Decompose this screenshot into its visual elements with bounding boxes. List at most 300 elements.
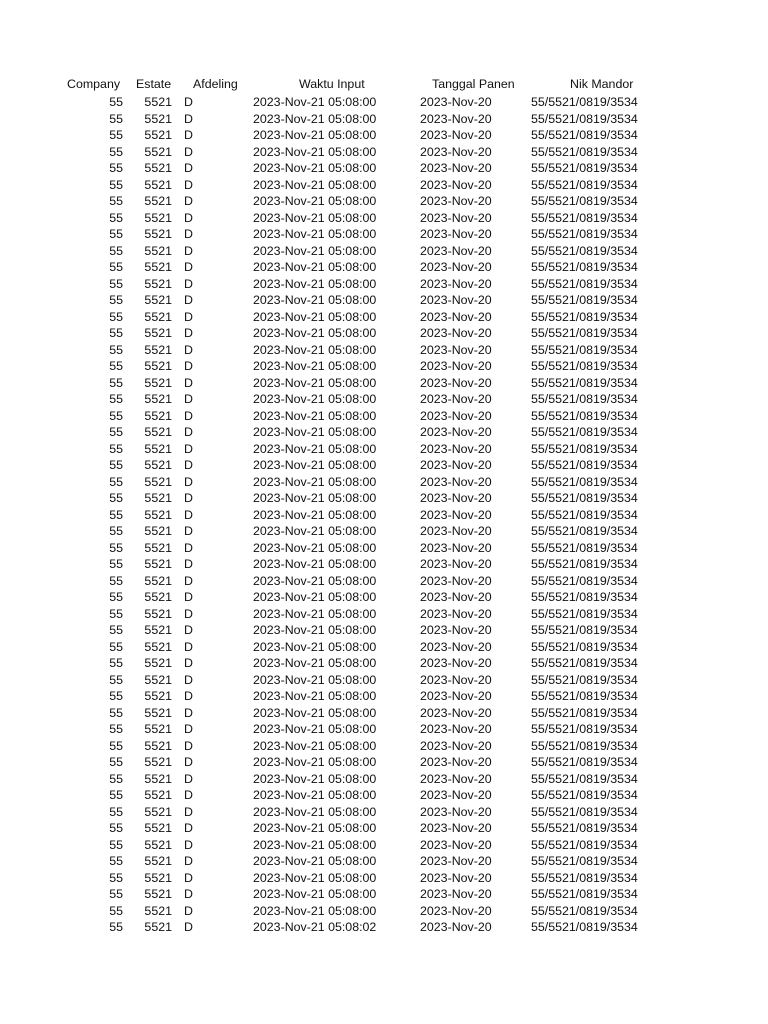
cell-waktu-input: 2023-Nov-21 05:08:00 [253,672,377,687]
cell-company: 55 [109,903,123,918]
cell-tanggal-panen: 2023-Nov-20 [420,227,492,241]
header-estate: Estate [136,77,172,91]
cell-waktu-input: 2023-Nov-21 05:08:00 [253,788,377,802]
table-row [0,94,768,111]
cell-nik-mandor: 55/5521/0819/3534 [531,111,638,126]
cell-tanggal-panen: 2023-Nov-20 [420,111,492,126]
cell-company: 55 [109,771,123,786]
cell-tanggal-panen: 2023-Nov-20 [420,689,492,703]
cell-nik-mandor: 55/5521/0819/3534 [531,540,638,555]
cell-waktu-input: 2023-Nov-21 05:08:00 [253,260,377,274]
cell-waktu-input: 2023-Nov-21 05:08:00 [253,738,377,753]
cell-afdeling: D [184,260,193,274]
cell-tanggal-panen: 2023-Nov-20 [420,408,492,423]
cell-tanggal-panen: 2023-Nov-20 [420,557,492,571]
cell-company: 55 [109,441,123,456]
table-row [0,804,768,821]
cell-nik-mandor: 55/5521/0819/3534 [531,656,638,670]
cell-afdeling: D [184,771,193,786]
cell-nik-mandor: 55/5521/0819/3534 [531,95,638,109]
cell-estate: 5521 [144,639,172,654]
cell-afdeling: D [184,458,193,472]
cell-afdeling: D [184,557,193,571]
cell-afdeling: D [184,540,193,555]
cell-afdeling: D [184,392,193,406]
cell-afdeling: D [184,573,193,588]
cell-estate: 5521 [144,194,172,208]
cell-afdeling: D [184,887,193,901]
cell-company: 55 [109,342,123,357]
cell-tanggal-panen: 2023-Nov-20 [420,95,492,109]
table-row [0,441,768,458]
table-row [0,457,768,474]
cell-company: 55 [109,260,123,274]
table-row [0,820,768,837]
cell-afdeling: D [184,161,193,175]
cell-estate: 5521 [144,260,172,274]
cell-afdeling: D [184,639,193,654]
cell-waktu-input: 2023-Nov-21 05:08:00 [253,854,377,868]
cell-tanggal-panen: 2023-Nov-20 [420,474,492,489]
cell-estate: 5521 [144,144,172,159]
cell-estate: 5521 [144,590,172,604]
cell-waktu-input: 2023-Nov-21 05:08:00 [253,755,377,769]
table-row [0,342,768,359]
table-row [0,622,768,639]
cell-afdeling: D [184,738,193,753]
cell-company: 55 [109,870,123,885]
cell-waktu-input: 2023-Nov-21 05:08:00 [253,557,377,571]
cell-estate: 5521 [144,524,172,538]
cell-tanggal-panen: 2023-Nov-20 [420,260,492,274]
table-row [0,325,768,342]
table-row [0,523,768,540]
cell-nik-mandor: 55/5521/0819/3534 [531,507,638,522]
cell-tanggal-panen: 2023-Nov-20 [420,821,492,835]
cell-waktu-input: 2023-Nov-21 05:08:00 [253,507,377,522]
cell-tanggal-panen: 2023-Nov-20 [420,540,492,555]
cell-company: 55 [109,837,123,852]
cell-nik-mandor: 55/5521/0819/3534 [531,392,638,406]
table-row [0,474,768,491]
cell-tanggal-panen: 2023-Nov-20 [420,590,492,604]
table-row [0,870,768,887]
cell-afdeling: D [184,425,193,439]
table-row [0,655,768,672]
cell-estate: 5521 [144,788,172,802]
cell-company: 55 [109,359,123,373]
cell-company: 55 [109,524,123,538]
table-row [0,424,768,441]
cell-nik-mandor: 55/5521/0819/3534 [531,557,638,571]
cell-tanggal-panen: 2023-Nov-20 [420,788,492,802]
cell-nik-mandor: 55/5521/0819/3534 [531,458,638,472]
cell-tanggal-panen: 2023-Nov-20 [420,903,492,918]
table-row [0,391,768,408]
cell-waktu-input: 2023-Nov-21 05:08:00 [253,639,377,654]
cell-tanggal-panen: 2023-Nov-20 [420,804,492,819]
cell-waktu-input: 2023-Nov-21 05:08:00 [253,425,377,439]
cell-estate: 5521 [144,903,172,918]
cell-estate: 5521 [144,491,172,505]
cell-tanggal-panen: 2023-Nov-20 [420,161,492,175]
table-row [0,226,768,243]
cell-nik-mandor: 55/5521/0819/3534 [531,804,638,819]
cell-afdeling: D [184,590,193,604]
cell-waktu-input: 2023-Nov-21 05:08:00 [253,95,377,109]
cell-tanggal-panen: 2023-Nov-20 [420,524,492,538]
cell-afdeling: D [184,408,193,423]
cell-tanggal-panen: 2023-Nov-20 [420,375,492,390]
table-row [0,111,768,128]
table-row [0,127,768,144]
cell-waktu-input: 2023-Nov-21 05:08:00 [253,293,377,307]
cell-waktu-input: 2023-Nov-21 05:08:02 [253,920,377,934]
cell-estate: 5521 [144,458,172,472]
cell-estate: 5521 [144,441,172,456]
cell-company: 55 [109,128,123,142]
cell-nik-mandor: 55/5521/0819/3534 [531,705,638,720]
cell-company: 55 [109,326,123,340]
cell-waktu-input: 2023-Nov-21 05:08:00 [253,326,377,340]
cell-waktu-input: 2023-Nov-21 05:08:00 [253,243,377,258]
cell-nik-mandor: 55/5521/0819/3534 [531,738,638,753]
cell-waktu-input: 2023-Nov-21 05:08:00 [253,194,377,208]
cell-estate: 5521 [144,177,172,192]
cell-afdeling: D [184,507,193,522]
cell-tanggal-panen: 2023-Nov-20 [420,392,492,406]
cell-company: 55 [109,243,123,258]
cell-company: 55 [109,656,123,670]
cell-waktu-input: 2023-Nov-21 05:08:00 [253,491,377,505]
cell-company: 55 [109,887,123,901]
cell-nik-mandor: 55/5521/0819/3534 [531,408,638,423]
cell-waktu-input: 2023-Nov-21 05:08:00 [253,276,377,291]
cell-nik-mandor: 55/5521/0819/3534 [531,474,638,489]
cell-nik-mandor: 55/5521/0819/3534 [531,689,638,703]
cell-waktu-input: 2023-Nov-21 05:08:00 [253,441,377,456]
cell-estate: 5521 [144,887,172,901]
cell-nik-mandor: 55/5521/0819/3534 [531,821,638,835]
cell-waktu-input: 2023-Nov-21 05:08:00 [253,540,377,555]
cell-estate: 5521 [144,837,172,852]
cell-company: 55 [109,590,123,604]
cell-estate: 5521 [144,804,172,819]
cell-tanggal-panen: 2023-Nov-20 [420,854,492,868]
cell-nik-mandor: 55/5521/0819/3534 [531,590,638,604]
cell-tanggal-panen: 2023-Nov-20 [420,194,492,208]
cell-estate: 5521 [144,623,172,637]
cell-estate: 5521 [144,227,172,241]
cell-nik-mandor: 55/5521/0819/3534 [531,491,638,505]
cell-afdeling: D [184,920,193,934]
cell-nik-mandor: 55/5521/0819/3534 [531,309,638,324]
cell-afdeling: D [184,689,193,703]
cell-estate: 5521 [144,161,172,175]
table-row [0,556,768,573]
cell-company: 55 [109,491,123,505]
table-row [0,919,768,936]
cell-company: 55 [109,375,123,390]
cell-company: 55 [109,276,123,291]
cell-waktu-input: 2023-Nov-21 05:08:00 [253,144,377,159]
cell-waktu-input: 2023-Nov-21 05:08:00 [253,408,377,423]
cell-estate: 5521 [144,210,172,225]
cell-waktu-input: 2023-Nov-21 05:08:00 [253,177,377,192]
cell-company: 55 [109,309,123,324]
cell-nik-mandor: 55/5521/0819/3534 [531,177,638,192]
cell-nik-mandor: 55/5521/0819/3534 [531,771,638,786]
header-row [0,75,768,93]
cell-tanggal-panen: 2023-Nov-20 [420,243,492,258]
cell-company: 55 [109,194,123,208]
table-row [0,292,768,309]
cell-tanggal-panen: 2023-Nov-20 [420,639,492,654]
cell-company: 55 [109,788,123,802]
cell-waktu-input: 2023-Nov-21 05:08:00 [253,656,377,670]
cell-nik-mandor: 55/5521/0819/3534 [531,293,638,307]
table-row [0,787,768,804]
cell-company: 55 [109,920,123,934]
cell-afdeling: D [184,854,193,868]
cell-tanggal-panen: 2023-Nov-20 [420,293,492,307]
cell-tanggal-panen: 2023-Nov-20 [420,573,492,588]
cell-nik-mandor: 55/5521/0819/3534 [531,920,638,934]
cell-afdeling: D [184,788,193,802]
cell-estate: 5521 [144,276,172,291]
table-row [0,672,768,689]
cell-company: 55 [109,854,123,868]
cell-company: 55 [109,458,123,472]
cell-estate: 5521 [144,722,172,736]
table-row [0,160,768,177]
cell-waktu-input: 2023-Nov-21 05:08:00 [253,359,377,373]
cell-afdeling: D [184,722,193,736]
table-row [0,837,768,854]
cell-company: 55 [109,425,123,439]
cell-waktu-input: 2023-Nov-21 05:08:00 [253,870,377,885]
cell-waktu-input: 2023-Nov-21 05:08:00 [253,903,377,918]
cell-tanggal-panen: 2023-Nov-20 [420,276,492,291]
cell-estate: 5521 [144,111,172,126]
cell-company: 55 [109,144,123,159]
cell-company: 55 [109,804,123,819]
table-row [0,589,768,606]
cell-waktu-input: 2023-Nov-21 05:08:00 [253,309,377,324]
cell-nik-mandor: 55/5521/0819/3534 [531,276,638,291]
table-row [0,507,768,524]
cell-company: 55 [109,392,123,406]
cell-nik-mandor: 55/5521/0819/3534 [531,359,638,373]
cell-estate: 5521 [144,771,172,786]
cell-tanggal-panen: 2023-Nov-20 [420,177,492,192]
cell-afdeling: D [184,95,193,109]
table-row [0,606,768,623]
cell-tanggal-panen: 2023-Nov-20 [420,887,492,901]
cell-estate: 5521 [144,326,172,340]
cell-afdeling: D [184,821,193,835]
cell-company: 55 [109,705,123,720]
cell-company: 55 [109,507,123,522]
cell-afdeling: D [184,342,193,357]
table-row [0,705,768,722]
cell-tanggal-panen: 2023-Nov-20 [420,491,492,505]
cell-nik-mandor: 55/5521/0819/3534 [531,788,638,802]
header-nik-mandor: Nik Mandor [570,77,634,91]
cell-waktu-input: 2023-Nov-21 05:08:00 [253,474,377,489]
table-row [0,903,768,920]
cell-company: 55 [109,639,123,654]
cell-tanggal-panen: 2023-Nov-20 [420,144,492,159]
cell-estate: 5521 [144,606,172,621]
cell-waktu-input: 2023-Nov-21 05:08:00 [253,887,377,901]
cell-waktu-input: 2023-Nov-21 05:08:00 [253,590,377,604]
cell-estate: 5521 [144,309,172,324]
cell-afdeling: D [184,276,193,291]
cell-afdeling: D [184,375,193,390]
cell-afdeling: D [184,672,193,687]
cell-estate: 5521 [144,705,172,720]
cell-company: 55 [109,293,123,307]
cell-tanggal-panen: 2023-Nov-20 [420,342,492,357]
table-row [0,358,768,375]
cell-company: 55 [109,474,123,489]
cell-nik-mandor: 55/5521/0819/3534 [531,722,638,736]
cell-company: 55 [109,111,123,126]
cell-company: 55 [109,672,123,687]
table-row [0,259,768,276]
cell-afdeling: D [184,293,193,307]
cell-nik-mandor: 55/5521/0819/3534 [531,375,638,390]
table-row [0,210,768,227]
cell-waktu-input: 2023-Nov-21 05:08:00 [253,821,377,835]
table-row [0,193,768,210]
cell-estate: 5521 [144,293,172,307]
cell-company: 55 [109,738,123,753]
cell-afdeling: D [184,309,193,324]
cell-estate: 5521 [144,342,172,357]
cell-estate: 5521 [144,425,172,439]
header-afdeling: Afdeling [193,77,238,91]
table-row [0,886,768,903]
cell-waktu-input: 2023-Nov-21 05:08:00 [253,689,377,703]
cell-afdeling: D [184,524,193,538]
table-row [0,688,768,705]
header-waktu-input: Waktu Input [299,77,365,91]
table-row [0,721,768,738]
cell-afdeling: D [184,755,193,769]
cell-nik-mandor: 55/5521/0819/3534 [531,755,638,769]
cell-waktu-input: 2023-Nov-21 05:08:00 [253,722,377,736]
cell-tanggal-panen: 2023-Nov-20 [420,359,492,373]
cell-waktu-input: 2023-Nov-21 05:08:00 [253,161,377,175]
cell-afdeling: D [184,804,193,819]
table-row [0,540,768,557]
table-row [0,309,768,326]
table-row [0,276,768,293]
cell-company: 55 [109,755,123,769]
cell-nik-mandor: 55/5521/0819/3534 [531,326,638,340]
cell-nik-mandor: 55/5521/0819/3534 [531,210,638,225]
cell-nik-mandor: 55/5521/0819/3534 [531,342,638,357]
cell-company: 55 [109,408,123,423]
cell-nik-mandor: 55/5521/0819/3534 [531,144,638,159]
cell-afdeling: D [184,210,193,225]
cell-afdeling: D [184,144,193,159]
cell-waktu-input: 2023-Nov-21 05:08:00 [253,111,377,126]
cell-waktu-input: 2023-Nov-21 05:08:00 [253,623,377,637]
cell-afdeling: D [184,227,193,241]
cell-company: 55 [109,573,123,588]
cell-afdeling: D [184,194,193,208]
table-row [0,490,768,507]
cell-tanggal-panen: 2023-Nov-20 [420,606,492,621]
cell-afdeling: D [184,111,193,126]
cell-tanggal-panen: 2023-Nov-20 [420,755,492,769]
cell-company: 55 [109,177,123,192]
cell-nik-mandor: 55/5521/0819/3534 [531,639,638,654]
cell-nik-mandor: 55/5521/0819/3534 [531,243,638,258]
cell-estate: 5521 [144,243,172,258]
cell-tanggal-panen: 2023-Nov-20 [420,738,492,753]
cell-estate: 5521 [144,540,172,555]
cell-nik-mandor: 55/5521/0819/3534 [531,194,638,208]
cell-tanggal-panen: 2023-Nov-20 [420,128,492,142]
cell-estate: 5521 [144,689,172,703]
cell-company: 55 [109,606,123,621]
cell-tanggal-panen: 2023-Nov-20 [420,705,492,720]
cell-nik-mandor: 55/5521/0819/3534 [531,854,638,868]
cell-tanggal-panen: 2023-Nov-20 [420,210,492,225]
cell-afdeling: D [184,623,193,637]
cell-nik-mandor: 55/5521/0819/3534 [531,606,638,621]
cell-waktu-input: 2023-Nov-21 05:08:00 [253,771,377,786]
cell-tanggal-panen: 2023-Nov-20 [420,309,492,324]
cell-afdeling: D [184,128,193,142]
cell-waktu-input: 2023-Nov-21 05:08:00 [253,524,377,538]
cell-nik-mandor: 55/5521/0819/3534 [531,672,638,687]
table-row [0,738,768,755]
cell-estate: 5521 [144,95,172,109]
cell-tanggal-panen: 2023-Nov-20 [420,441,492,456]
cell-estate: 5521 [144,128,172,142]
cell-nik-mandor: 55/5521/0819/3534 [531,837,638,852]
cell-afdeling: D [184,705,193,720]
cell-company: 55 [109,95,123,109]
spreadsheet [0,75,768,936]
cell-waktu-input: 2023-Nov-21 05:08:00 [253,804,377,819]
cell-afdeling: D [184,441,193,456]
cell-waktu-input: 2023-Nov-21 05:08:00 [253,375,377,390]
cell-company: 55 [109,540,123,555]
cell-afdeling: D [184,656,193,670]
cell-nik-mandor: 55/5521/0819/3534 [531,161,638,175]
cell-company: 55 [109,722,123,736]
cell-afdeling: D [184,870,193,885]
cell-waktu-input: 2023-Nov-21 05:08:00 [253,573,377,588]
cell-company: 55 [109,689,123,703]
cell-tanggal-panen: 2023-Nov-20 [420,672,492,687]
cell-nik-mandor: 55/5521/0819/3534 [531,128,638,142]
cell-tanggal-panen: 2023-Nov-20 [420,920,492,934]
cell-nik-mandor: 55/5521/0819/3534 [531,887,638,901]
cell-waktu-input: 2023-Nov-21 05:08:00 [253,392,377,406]
cell-tanggal-panen: 2023-Nov-20 [420,870,492,885]
table-row [0,375,768,392]
cell-tanggal-panen: 2023-Nov-20 [420,326,492,340]
table-row [0,177,768,194]
cell-afdeling: D [184,474,193,489]
